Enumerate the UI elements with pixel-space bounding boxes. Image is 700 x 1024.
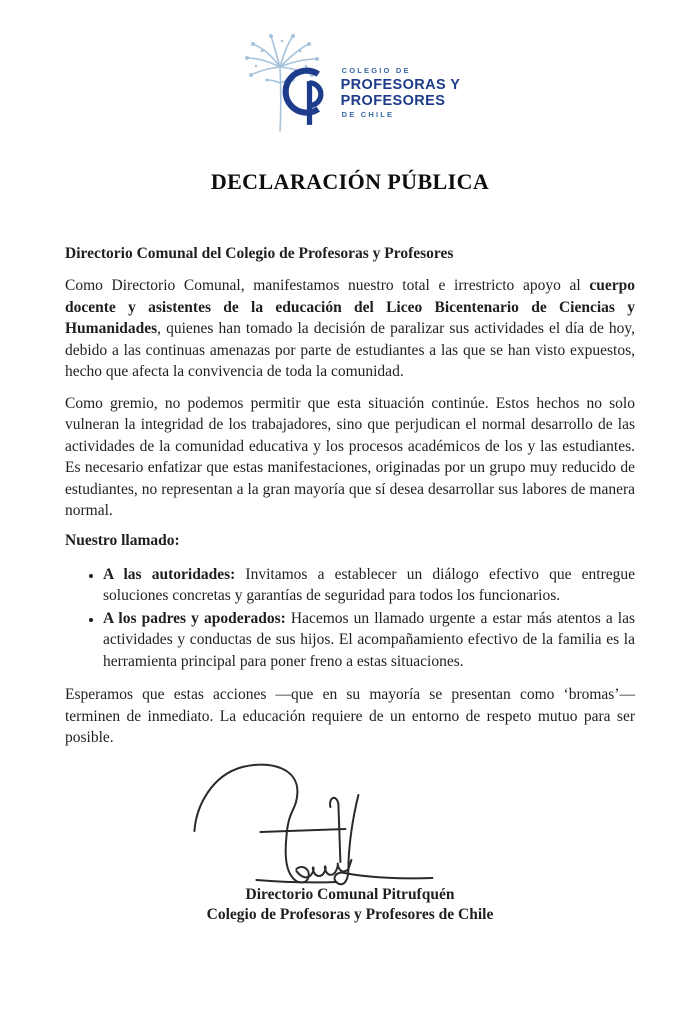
lead-heading: Directorio Comunal del Colegio de Profesoras y Profesores [65,245,454,262]
call-item-parents-text: Hacemos un llamado urgente a estar más atentos a las actividades y conductas de sus hijos. El acompañamiento efectivo de la familia es la herramienta principal para poner freno a estas situaciones. [103,609,635,670]
paragraph-support-bold: cuerpo docente y asistentes de la educación del Liceo Bicentenario de Ciencias y Humanidades [65,277,635,337]
signatory-name-line2: Colegio de Profesoras y Profesores de Chile [206,905,494,923]
call-item-parents [103,608,635,673]
signatory-name-line1: Directorio Comunal Pitrufquén [245,885,455,903]
paragraph-support-post: , quienes han tomado la decisión de paralizar sus actividades el día de hoy, debido a las continuas amenazas por parte de estudiantes a las que se han visto expuestos, hecho que afecta la convivencia de toda la comunidad. [65,320,635,380]
org-logo [240,33,461,129]
signature-block [65,759,635,925]
handwritten-signature-icon [190,759,470,904]
paragraph-support-pre: Como Directorio Comunal, manifestamos nuestro total e irrestricto apoyo al [65,277,590,294]
call-item-authorities [103,564,635,607]
page-title: DECLARACIÓN PÚBLICA [210,169,490,194]
paragraph-context: Como gremio, no podemos permitir que esta situación continúe. Estos hechos no solo vulneran la integridad de los trabajadores, sino que perjudican el normal desarrollo de las actividades de la comunidad educativa y los procesos académicos de los y las estudiantes. Es necesario enfatizar que estas manifestaciones, originadas por un grupo muy reducido de estudiantes, no representan a la gran mayoría que sí desea desarrollar sus labores de manera normal. [65,394,635,519]
paragraph-support [65,275,635,383]
signature-canvas [65,759,635,885]
call-item-authorities-text: Invitamos a establecer un diálogo efectivo que entregue soluciones concretas y garantías de seguridad para todos los funcionarios. [103,565,635,604]
call-item-authorities-label: A las autoridades: [103,565,236,583]
org-name-line2: PROFESORES [340,93,446,109]
paragraph-closing: Esperamos que estas acciones —que en su mayoría se presentan como ‘bromas’— terminen de inmediato. La educación requiere de un entorno de respeto mutuo para ser posible. [65,686,635,746]
cp-monogram-icon [278,63,334,129]
org-name-line1: PROFESORAS Y [340,76,461,93]
org-name-bottom: DE CHILE [341,109,395,119]
call-heading: Nuestro llamado: [65,531,180,549]
call-item-parents-label: A los padres y apoderados: [103,609,286,627]
org-name-top: COLEGIO DE [341,66,411,75]
org-logo-text [341,65,461,121]
calls-list [65,564,635,673]
